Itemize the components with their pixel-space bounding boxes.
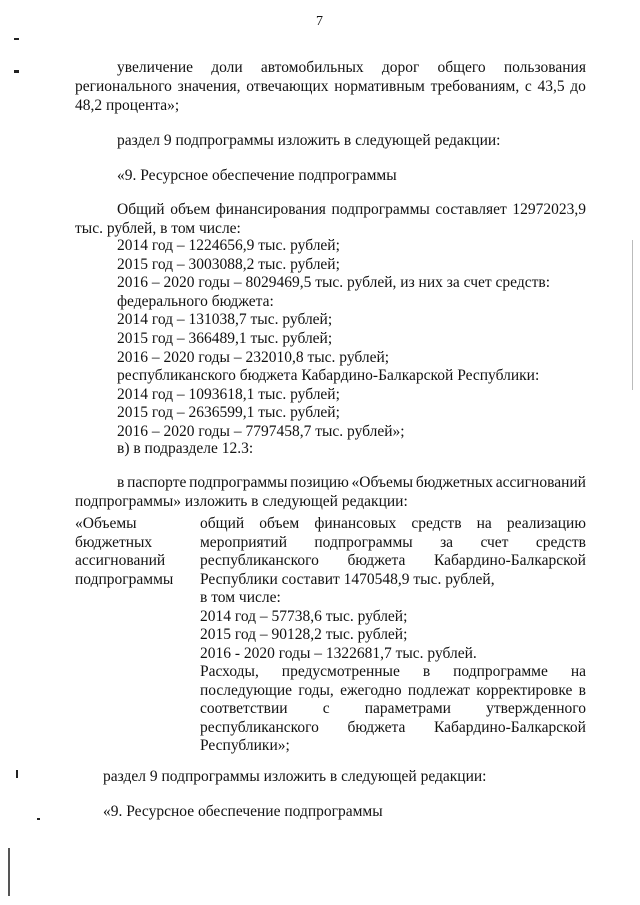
paragraph-roads-line3: 48,2 процента»;: [75, 97, 180, 114]
word: предусмотренные: [281, 663, 400, 680]
table-right-line: 2015 год – 90128,2 тыс. рублей;: [200, 626, 408, 643]
word: в: [422, 663, 431, 680]
table-right-line: [200, 682, 586, 701]
word: составляет: [435, 201, 507, 218]
word: средств: [535, 533, 586, 551]
section9-title: «9. Ресурсное обеспечение подпрограммы: [117, 167, 397, 184]
section9-instruction: раздел 9 подпрограммы изложить в следующей редакции:: [117, 132, 501, 149]
word: в: [578, 681, 586, 699]
word: Расходы,: [200, 663, 259, 680]
word: реализацию: [506, 515, 586, 532]
word: подлежат: [407, 681, 470, 699]
word: требованиям,: [430, 78, 520, 95]
financing-item: 2015 год – 2636599,1 тыс. рублей;: [117, 404, 340, 422]
word: общий: [200, 515, 245, 532]
financing-items: [117, 237, 550, 442]
table-left-line: подпрограммы: [75, 570, 174, 588]
financing-item: республиканского бюджета Кабардино-Балкарской Республики:: [117, 367, 540, 385]
word: в: [117, 474, 125, 491]
word: счет: [480, 533, 509, 551]
scan-mark: [8, 848, 10, 896]
word: мероприятий: [200, 533, 288, 551]
table-right-line: Республики»;: [200, 737, 290, 754]
section9-instruction-2: раздел 9 подпрограммы изложить в следующей редакции:: [103, 768, 487, 785]
word: отвечающих: [246, 78, 329, 95]
financing-total: [117, 200, 586, 219]
word: «Объемы: [351, 474, 414, 491]
table-right-line: Республики составит 1470548,9 тыс. рублей,: [200, 570, 495, 588]
word: на: [476, 515, 492, 532]
table-right-line: в том числе:: [200, 589, 281, 606]
financing-total-line2: тыс. рублей, в том числе:: [75, 220, 241, 237]
table-left-line: ассигнований: [75, 552, 166, 569]
word: позицию: [290, 474, 349, 491]
word: Общий: [117, 201, 165, 218]
word: параметрами: [364, 700, 451, 717]
word: 43,5: [537, 78, 565, 95]
table-left-line: бюджетных: [75, 533, 153, 551]
word: годы,: [298, 681, 334, 699]
table-right-line: [200, 719, 586, 738]
word: общего: [437, 59, 486, 76]
word: средств: [411, 515, 462, 532]
scan-mark: [632, 240, 633, 390]
word: регионального: [75, 78, 172, 95]
word: автомобильных: [260, 59, 364, 76]
table-right-line: [200, 515, 586, 534]
table-right-line: 2014 год – 57738,6 тыс. рублей;: [200, 607, 408, 625]
word: подпрограммы: [331, 201, 430, 218]
word: Кабардино-Балкарской: [434, 552, 586, 569]
word: Кабардино-Балкарской: [434, 718, 586, 736]
word: дорог: [381, 59, 420, 76]
word: увеличение: [117, 59, 194, 76]
financing-item: 2016 – 2020 годы – 8029469,5 тыс. рублей, из них за счет средств:: [117, 274, 551, 292]
table-left-line: «Объемы: [75, 515, 137, 532]
paragraph-roads: [117, 58, 586, 77]
word: пользования: [503, 59, 586, 76]
table-right-line: 2016 - 2020 годы – 1322681,7 тыс. рублей.: [200, 644, 477, 662]
word: с: [322, 700, 330, 717]
word: бюджетных: [415, 474, 494, 491]
word: с: [524, 78, 532, 95]
word: 12972023,9: [512, 201, 586, 218]
subsection-v: в) в подразделе 12.3:: [117, 440, 254, 457]
word: ежегодно: [340, 681, 402, 699]
word: республиканского: [200, 718, 319, 736]
word: подпрограммы: [189, 474, 288, 491]
table-right-line: [200, 534, 586, 553]
word: подпрограмме: [453, 663, 548, 680]
word: паспорте: [127, 474, 187, 491]
word: соответствии: [200, 700, 288, 717]
word: значения,: [177, 78, 241, 95]
financing-item: 2016 – 2020 годы – 7797458,7 тыс. рублей»;: [117, 422, 405, 440]
word: республиканского: [200, 552, 319, 569]
word: последующие: [200, 681, 293, 699]
word: на: [570, 663, 586, 680]
financing-item: 2014 год – 1093618,1 тыс. рублей;: [117, 385, 340, 403]
financing-item: 2014 год – 1224656,9 тыс. рублей;: [117, 237, 340, 254]
section9-title-2: «9. Ресурсное обеспечение подпрограммы: [103, 803, 383, 820]
table-right-line: [200, 700, 586, 719]
word: бюджета: [347, 552, 406, 569]
table-right-line: [200, 663, 586, 682]
financing-item: 2016 – 2020 годы – 232010,8 тыс. рублей;: [117, 348, 390, 366]
page-number: 7: [316, 14, 323, 29]
word: нормативным: [334, 78, 425, 95]
word: объем: [259, 515, 300, 532]
word: утвержденного: [486, 700, 586, 717]
table-right-cell: [200, 515, 586, 756]
table-right-line: [200, 552, 586, 571]
word: до: [570, 78, 586, 95]
word: за: [440, 533, 454, 551]
word: бюджета: [347, 718, 406, 736]
word: ассигнований: [495, 474, 586, 491]
scan-mark: [14, 70, 19, 73]
passport-paragraph-line2: подпрограммы» изложить в следующей редакции:: [75, 493, 408, 510]
word: корректировке: [476, 681, 573, 699]
word: подпрограммы: [314, 533, 413, 551]
financing-item: 2014 год – 131038,7 тыс. рублей;: [117, 311, 333, 329]
word: финансовых: [314, 515, 397, 532]
financing-item: федерального бюджета:: [117, 292, 274, 310]
financing-item: 2015 год – 3003088,2 тыс. рублей;: [117, 255, 340, 273]
word: доли: [211, 59, 243, 76]
paragraph-roads-line2: [75, 77, 586, 96]
scan-mark: [14, 38, 19, 40]
scan-mark: [16, 770, 18, 778]
financing-item: 2015 год – 366489,1 тыс. рублей;: [117, 329, 333, 347]
word: объем: [170, 201, 211, 218]
table-left-cell: [75, 515, 173, 589]
passport-paragraph: [117, 473, 586, 492]
word: финансирования: [215, 201, 326, 218]
scan-mark: [37, 818, 40, 820]
